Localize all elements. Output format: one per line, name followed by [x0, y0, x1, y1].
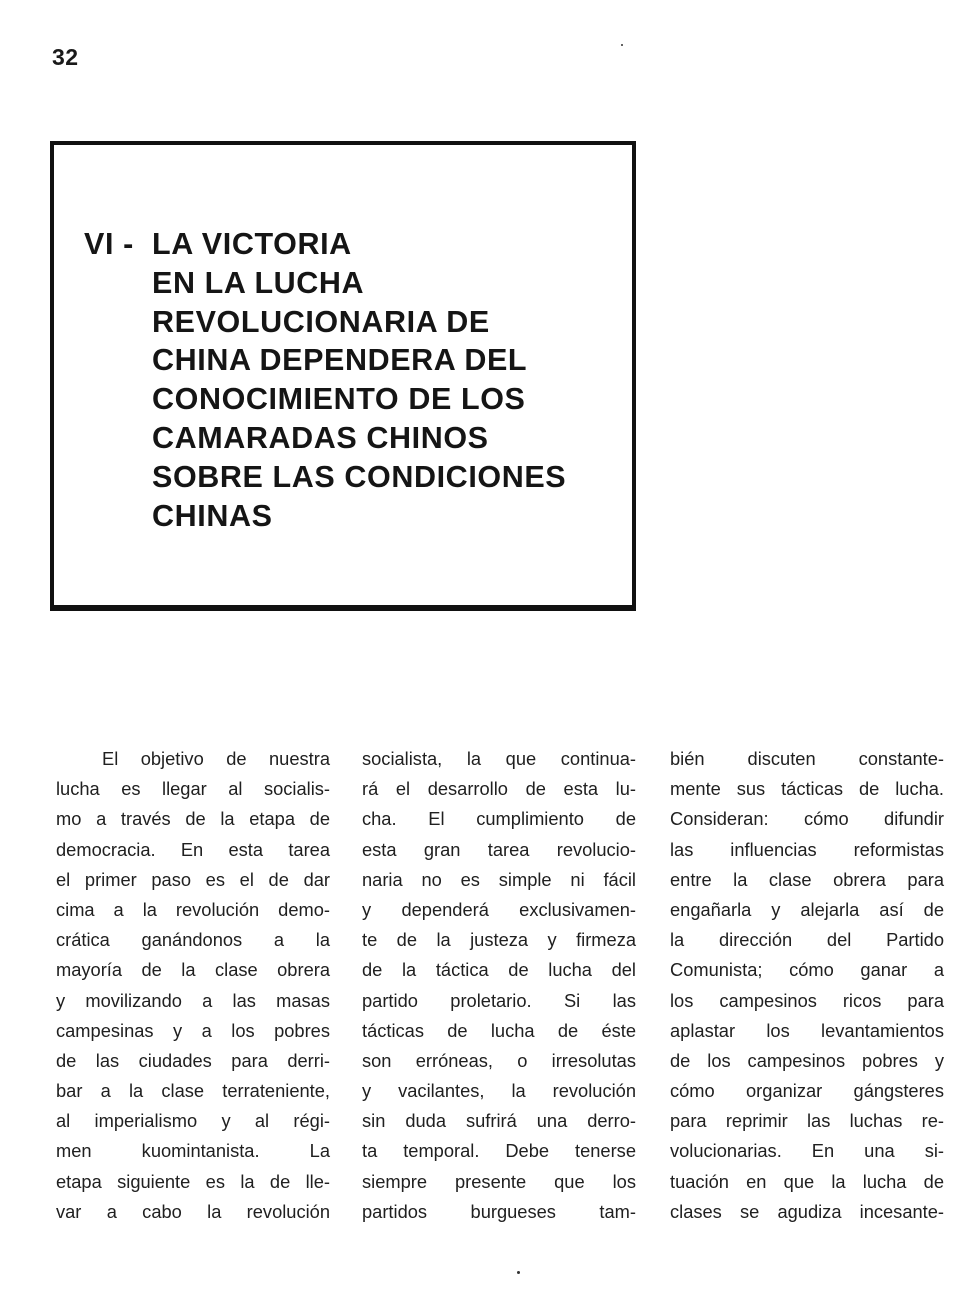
- speck-mark: [621, 44, 623, 46]
- text-line: para reprimir las luchas re-: [670, 1110, 944, 1132]
- text-column-1: [56, 744, 330, 1227]
- text-line: la dirección del Partido: [670, 929, 944, 951]
- text-line: cha. El cumplimiento de: [362, 808, 636, 830]
- text-line: cómo organizar gángsteres: [670, 1080, 944, 1102]
- text-line: las influencias reformistas: [670, 838, 944, 860]
- chapter-title-line: CONOCIMIENTO DE LOS: [152, 382, 526, 417]
- chapter-title-box: [50, 141, 636, 611]
- text-line: etapa siguiente es la de lle-: [56, 1170, 330, 1192]
- speck-mark: [517, 1271, 520, 1274]
- text-line: partidos burgueses tam-: [362, 1200, 636, 1222]
- text-line: siempre presente que los: [362, 1170, 636, 1192]
- text-line: de la táctica de lucha del: [362, 959, 636, 981]
- text-line: var a cabo la revolución: [56, 1200, 330, 1222]
- text-line: te de la justeza y firmeza: [362, 929, 636, 951]
- text-line: de los campesinos pobres y: [670, 1049, 944, 1071]
- text-line: bién discuten constante-: [670, 748, 944, 769]
- chapter-title: [84, 225, 566, 535]
- chapter-title-line: SOBRE LAS CONDICIONES: [152, 459, 567, 494]
- page-number: 32: [52, 44, 79, 70]
- text-line: El objetivo de nuestra: [102, 748, 330, 769]
- text-line: lucha es llegar al socialis-: [56, 778, 330, 800]
- text-line: al imperialismo y al régi-: [56, 1110, 330, 1132]
- text-line: democracia. En esta tarea: [56, 838, 330, 860]
- chapter-title-line: EN LA LUCHA: [152, 265, 365, 300]
- text-line: y vacilantes, la revolución: [362, 1080, 636, 1102]
- text-line: Consideran: cómo difundir: [670, 808, 944, 830]
- text-line: socialista, la que continua-: [362, 748, 636, 769]
- text-line: y dependerá exclusivamen-: [362, 898, 636, 920]
- text-line: ta temporal. Debe tenerse: [362, 1140, 636, 1162]
- text-line: y movilizando a las masas: [56, 989, 330, 1011]
- text-line: el primer paso es el de dar: [56, 868, 330, 890]
- text-line: naria no es simple ni fácil: [362, 868, 636, 890]
- text-line: mo a través de la etapa de: [56, 808, 330, 830]
- text-line: sin duda sufrirá una derro-: [362, 1110, 636, 1132]
- text-line: tuación en que la lucha de: [670, 1170, 944, 1192]
- text-line: mente sus tácticas de lucha.: [670, 778, 944, 800]
- text-line: volucionarias. En una si-: [670, 1140, 944, 1162]
- text-line: men kuomintanista. La: [56, 1140, 330, 1162]
- text-line: engañarla y alejarla así de: [670, 898, 944, 920]
- text-column-2: [362, 744, 636, 1227]
- text-line: de las ciudades para derri-: [56, 1049, 330, 1071]
- text-line: partido proletario. Si las: [362, 989, 636, 1011]
- chapter-title-line: CAMARADAS CHINOS: [152, 420, 489, 455]
- chapter-title-line: [84, 225, 566, 264]
- text-line: mayoría de la clase obrera: [56, 959, 330, 981]
- text-line: son erróneas, o irresolutas: [362, 1049, 636, 1071]
- text-line: esta gran tarea revolucio-: [362, 838, 636, 860]
- text-line: tácticas de lucha de éste: [362, 1019, 636, 1041]
- chapter-title-line: CHINAS: [152, 498, 273, 533]
- text-line: entre la clase obrera para: [670, 868, 944, 890]
- chapter-number: VI -: [84, 227, 134, 261]
- chapter-title-text: LA VICTORIA: [152, 227, 352, 261]
- text-line: campesinas y a los pobres: [56, 1019, 330, 1041]
- text-line: bar a la clase terrateniente,: [56, 1080, 330, 1102]
- text-line: rá el desarrollo de esta lu-: [362, 778, 636, 800]
- chapter-title-line: REVOLUCIONARIA DE: [152, 304, 490, 339]
- text-line: Comunista; cómo ganar a: [670, 959, 944, 981]
- text-line: cima a la revolución demo-: [56, 898, 330, 920]
- text-column-3: [670, 744, 944, 1227]
- text-line: aplastar los levantamientos: [670, 1019, 944, 1041]
- text-line: clases se agudiza incesante-: [670, 1200, 944, 1222]
- chapter-title-line: CHINA DEPENDERA DEL: [152, 343, 528, 378]
- text-line: los campesinos ricos para: [670, 989, 944, 1011]
- text-line: crática ganándonos a la: [56, 929, 330, 951]
